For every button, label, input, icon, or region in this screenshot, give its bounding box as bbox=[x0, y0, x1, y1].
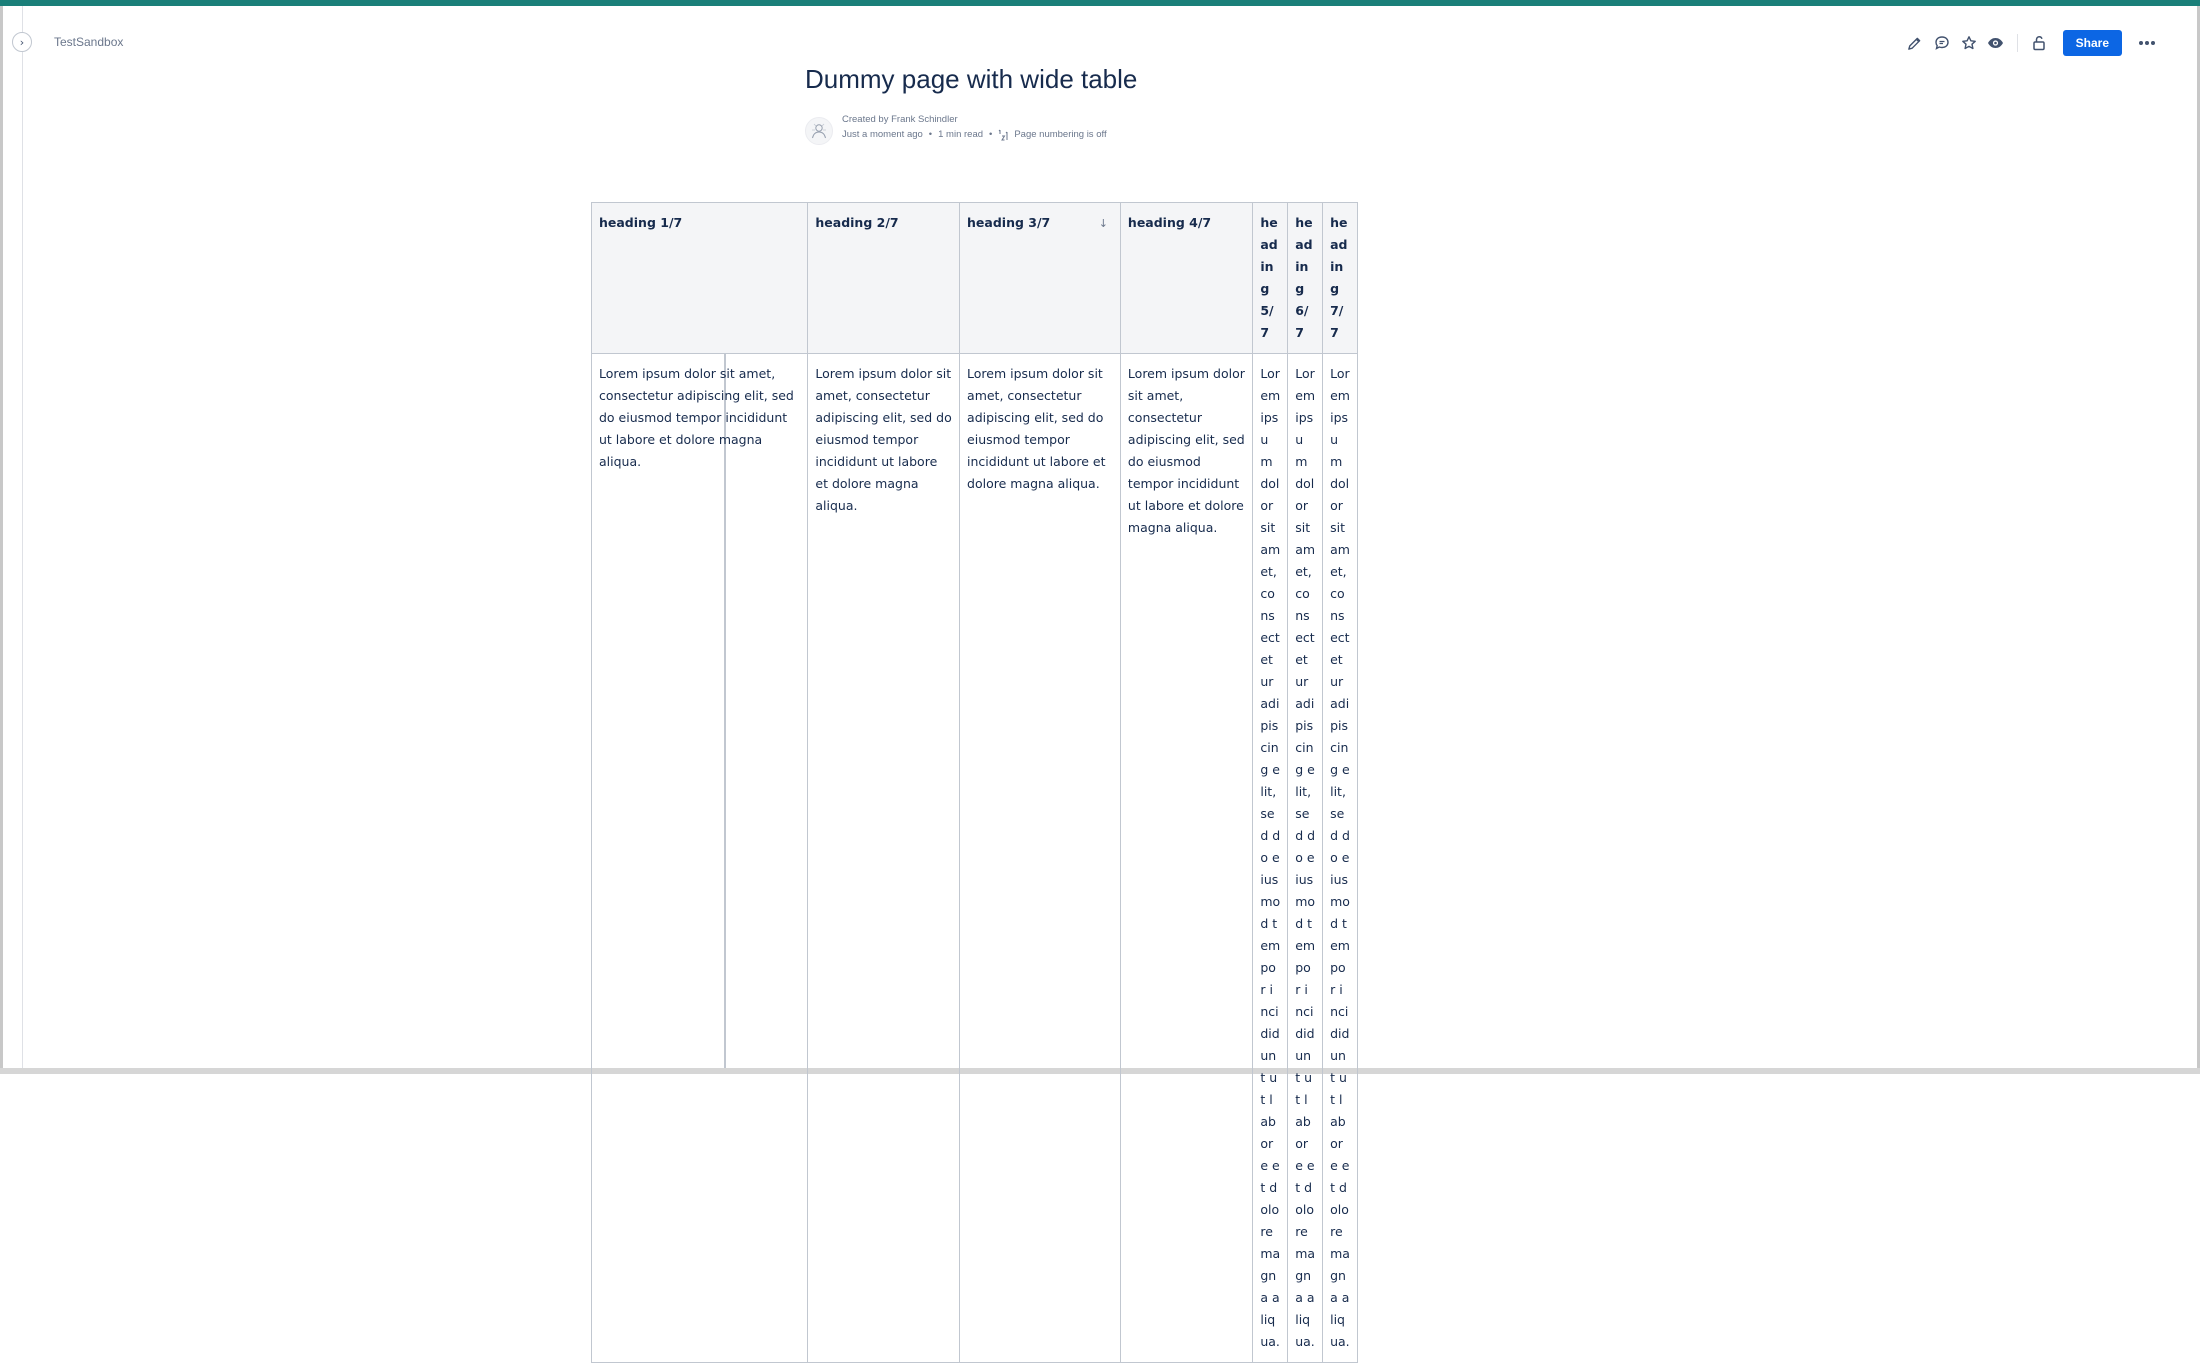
star-icon bbox=[1961, 35, 1977, 51]
table-header-cell[interactable]: heading 4/7 bbox=[1120, 203, 1252, 354]
star-button[interactable] bbox=[1956, 30, 1982, 56]
page-numbering-icon bbox=[998, 129, 1010, 141]
table-header-cell[interactable]: heading 3/7 ↓ bbox=[960, 203, 1121, 354]
page-toolbar bbox=[1901, 30, 2160, 56]
restrictions-button[interactable] bbox=[2027, 30, 2053, 56]
last-updated[interactable]: Just a moment ago bbox=[842, 129, 923, 140]
default-avatar-icon bbox=[809, 121, 829, 141]
unlock-icon bbox=[2032, 35, 2047, 51]
table-header-cell[interactable]: heading 2/7 bbox=[808, 203, 960, 354]
table-scroll-container[interactable] bbox=[599, 202, 1492, 1349]
watch-button[interactable] bbox=[1983, 30, 2009, 56]
table-row bbox=[592, 354, 1358, 1363]
table-cell[interactable]: Lorem ipsum dolor sit amet, consectetur adipiscing elit, sed do eiusmod tempor incididunt ut labore et dolore magna aliqua. bbox=[1288, 354, 1323, 1363]
read-time: 1 min read bbox=[938, 129, 984, 140]
table-cell[interactable]: Lorem ipsum dolor sit amet, consectetur adipiscing elit, sed do eiusmod tempor incididunt ut labore et dolore magna aliqua. bbox=[1120, 354, 1252, 1363]
table-cell[interactable]: Lorem ipsum dolor sit amet, consectetur adipiscing elit, sed do eiusmod tempor incididunt ut labore et dolore magna aliqua. bbox=[1253, 354, 1288, 1363]
created-by[interactable]: Created by Frank Schindler bbox=[842, 114, 958, 125]
byline-separator: • bbox=[989, 129, 993, 140]
table-cell[interactable]: Lorem ipsum dolor sit amet, consectetur adipiscing elit, sed do eiusmod tempor incididunt ut labore et dolore magna aliqua. bbox=[808, 354, 960, 1363]
byline-separator: • bbox=[928, 129, 933, 140]
table-cell[interactable]: Lorem ipsum dolor sit amet, consectetur adipiscing elit, sed do eiusmod tempor incididunt ut labore et dolore magna aliqua. bbox=[1323, 354, 1358, 1363]
table-header-row bbox=[592, 203, 1358, 354]
window-border-left bbox=[0, 6, 3, 1074]
eye-icon bbox=[1987, 35, 2004, 51]
more-icon bbox=[2138, 40, 2156, 46]
table-cell[interactable]: Lorem ipsum dolor sit amet, consectetur adipiscing elit, sed do eiusmod tempor incididunt ut labore et dolore magna aliqua. bbox=[592, 354, 808, 1363]
table-header-cell[interactable]: heading 6/7 bbox=[1288, 203, 1323, 354]
table-header-cell[interactable]: heading 1/7 bbox=[592, 203, 808, 354]
share-button[interactable]: Share bbox=[2063, 30, 2122, 56]
breadcrumb-space[interactable]: TestSandbox bbox=[54, 35, 124, 49]
page-numbering-status[interactable]: Page numbering is off bbox=[1014, 129, 1107, 140]
more-actions-button[interactable] bbox=[2134, 30, 2160, 56]
page-title: Dummy page with wide table bbox=[805, 64, 1138, 94]
comment-icon bbox=[1934, 35, 1950, 51]
page-byline bbox=[805, 112, 1107, 144]
pencil-icon bbox=[1907, 36, 1922, 51]
author-avatar[interactable] bbox=[805, 117, 833, 145]
comment-button[interactable] bbox=[1929, 30, 1955, 56]
top-accent-bar bbox=[0, 0, 2200, 6]
chevron-right-icon: › bbox=[19, 35, 25, 49]
table-cell[interactable]: Lorem ipsum dolor sit amet, consectetur adipiscing elit, sed do eiusmod tempor incididunt ut labore et dolore magna aliqua. bbox=[960, 354, 1121, 1363]
wide-table bbox=[591, 202, 1358, 1363]
edit-button[interactable] bbox=[1902, 30, 1928, 56]
arrow-down-icon[interactable]: ↓ bbox=[1098, 217, 1108, 230]
sidebar-divider bbox=[19, 6, 25, 1068]
expand-sidebar-button[interactable] bbox=[12, 32, 32, 52]
toolbar-separator bbox=[2017, 34, 2018, 52]
table-header-cell[interactable]: heading 5/7 bbox=[1253, 203, 1288, 354]
table-header-cell[interactable]: heading 7/7 bbox=[1323, 203, 1358, 354]
